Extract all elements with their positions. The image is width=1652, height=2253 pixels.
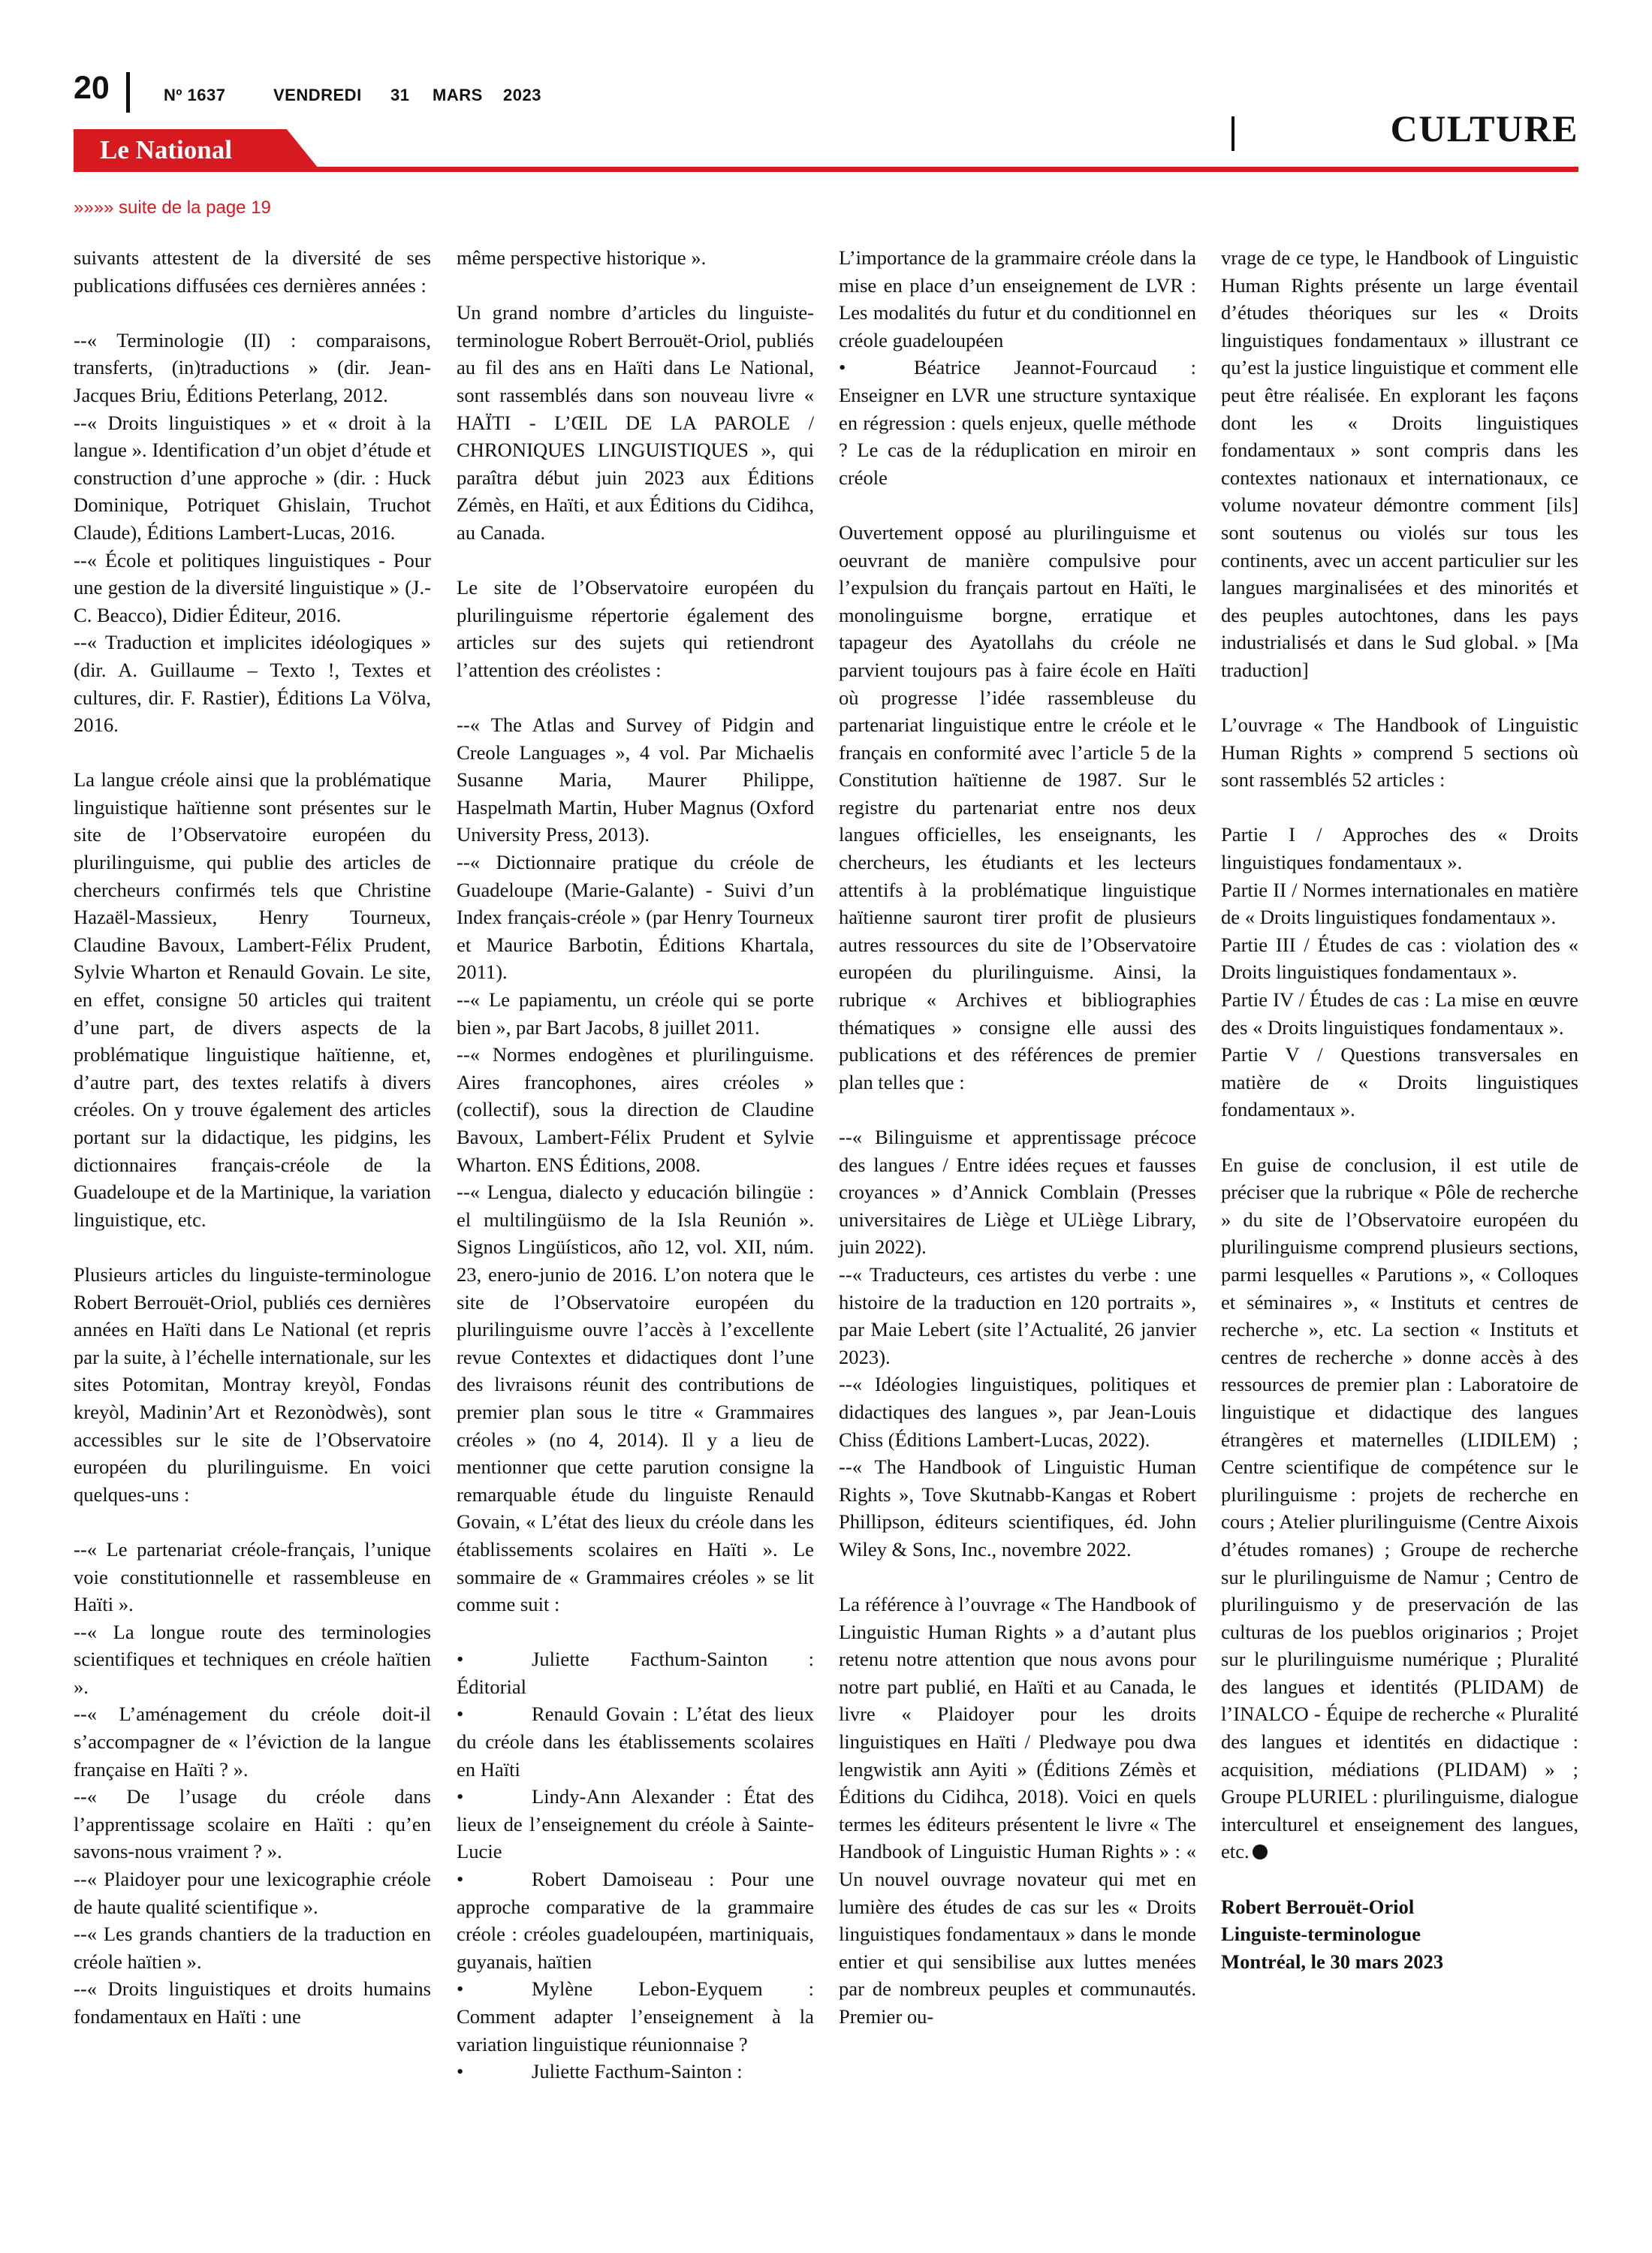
article-column-1 — [74, 244, 431, 2031]
page-number-divider — [126, 72, 130, 113]
continued-from — [74, 198, 271, 219]
list-item: --« La longue route des terminologies scientifiques et techniques en créole haïtien ». — [74, 1620, 431, 1698]
page-number: 20 — [74, 70, 110, 106]
paragraph: Ouvertement opposé au plurilinguisme et oeuvrant de manière compulsive pour l’expulsion du français partout en Haïti, le monolinguisme borgne, erratique et tapageur des Ayatollahs du créole ne parvient toujours pas à faire école en Haïti où progresse l’idée rassembleuse du partenariat linguistique entre le créole et le français en conformité avec l’article 5 de la Constitution haïtienne de 1987. Sur le registre du partenariat entre nos deux langues officielles, les enseignants, les chercheurs, les étudiants et les lecteurs attentifs à la problématique linguistique haïtienne sauront tirer profit de plusieurs autres ressources du site de l’Observatoire européen du plurilinguisme. Ainsi, la rubrique « Archives et bibliographies thématiques » consigne elle aussi des publications et des références de premier plan telles que : — [839, 520, 1196, 1093]
conclusion-paragraph — [1221, 1151, 1578, 1865]
list-item: --« Traduction et implicites idéologiques » (dir. A. Guillaume – Texto !, Textes et cultures, dir. F. Rastier), Éditions La Völva, 2016. — [74, 631, 431, 737]
list-item: Partie I / Approches des « Droits linguistiques fondamentaux ». — [1221, 823, 1578, 874]
list-item: --« The Atlas and Survey of Pidgin and Creole Languages », 4 vol. Par Michaelis Susanne Maria, Maurer Philippe, Haspelmath Martin, Huber Magnus (Oxford University Press, 2013). — [457, 713, 814, 846]
paragraph: Un grand nombre d’articles du linguiste-terminologue Robert Berrouët-Oriol, publiés au fil des ans en Haïti dans Le National, sont rassemblés dans son nouveau livre « HAÏTI - L’ŒIL DE LA PAROLE / CHRONIQUES LINGUISTIQUES », qui paraîtra début juin 2023 aux Éditions Zémès, en Haïti, et aux Éditions du Cidihca, au Canada. — [457, 301, 814, 544]
list-item: --« Plaidoyer pour une lexicographie créole de haute qualité scientifique ». — [74, 1868, 431, 1918]
bullet-item — [457, 1975, 814, 2058]
list-item: --« Droits linguistiques » et « droit à la langue ». Identification d’un objet d’étude et construction d’une approche » (dir. : Huck Dominique, Potriquet Ghislain, Truchot Claude), Éditions Lambert-Lucas, 2016. — [74, 411, 431, 544]
list-item: Partie V / Questions transversales en matière de « Droits linguistiques fondamentaux ». — [1221, 1043, 1578, 1121]
bullet-glyph: • — [457, 2060, 464, 2083]
bullet-glyph: • — [457, 1868, 464, 1891]
list-item: --« Le papiamentu, un créole qui se porte bien », par Bart Jacobs, 8 juillet 2011. — [457, 988, 814, 1039]
section-title: CULTURE — [1390, 107, 1578, 149]
issue-date-day: 31 — [390, 86, 410, 104]
list-item: --« L’aménagement du créole doit-il s’accompagner de « l’éviction de la langue française en Haïti ? ». — [74, 1703, 431, 1781]
list-item: --« Idéologies linguistiques, politiques et didactiques des langues », par Jean-Louis Chiss (Éditions Lambert-Lucas, 2022). — [839, 1373, 1196, 1451]
paragraph: La langue créole ainsi que la problématique linguistique haïtienne sont présentes sur le site de l’Observatoire européen du plurilinguisme, qui publie des articles de chercheurs confirmés tels que Christine Hazaël-Massieux, Henry Tourneux, Claudine Bavoux, Lambert-Félix Prudent, Sylvie Wharton et Renauld Govain. Le site, en effet, consigne 50 articles qui traitent d’une part, de divers aspects de la problématique linguistique haïtienne, et, d’autre part, des textes relatifs à divers créoles. On y trouve également des articles portant sur la didactique, les pidgins, les dictionnaires français-créole de la Guadeloupe et de la Martinique, la variation linguistique, etc. — [74, 768, 431, 1231]
issue-day: VENDREDI — [273, 86, 362, 104]
paragraph: suivants attestent de la diversité de ses publications diffusées ces dernières années : — [74, 246, 431, 297]
paragraph: L’ouvrage « The Handbook of Linguistic Human Rights » comprend 5 sections où sont rassemblés 52 articles : — [1221, 713, 1578, 792]
bullet-text: Béatrice Jeannot-Fourcaud : Enseigner en LVR une structure syntaxique en régression : quels enjeux, quelle méthode ? Le cas de la réduplication en miroir en créole — [839, 356, 1196, 489]
paragraph: L’importance de la grammaire créole dans la mise en place d’un enseignement de LVR : Les modalités du futur et du conditionnel en créole guadeloupéen — [839, 246, 1196, 351]
bullet-glyph: • — [839, 356, 846, 379]
list-item: Partie III / Études de cas : violation des « Droits linguistiques fondamentaux ». — [1221, 933, 1578, 984]
author-place-date: Montréal, le 30 mars 2023 — [1221, 1950, 1444, 1973]
issue-year: 2023 — [503, 86, 541, 104]
bullet-text: Mylène Lebon-Eyquem : Comment adapter l’enseignement à la variation linguistique réunionnaise ? — [457, 1977, 814, 2055]
list-item: --« Normes endogènes et plurilinguisme. Aires francophones, aires créoles » (collectif), sous la direction de Claudine Bavoux, Lambert-Félix Prudent et Sylvie Wharton. ENS Éditions, 2008. — [457, 1043, 814, 1176]
paragraph: Le site de l’Observatoire européen du plurilinguisme répertorie également des articles sur des sujets qui retiendront l’attention des créolistes : — [457, 576, 814, 681]
bullet-item — [457, 1700, 814, 1783]
bullet-text: Lindy-Ann Alexander : État des lieux de l’enseignement du créole à Sainte-Lucie — [457, 1785, 814, 1863]
article-column-4 — [1221, 244, 1578, 1975]
brand-logo: Le National — [100, 135, 232, 164]
bullet-item — [839, 354, 1196, 491]
author-title: Linguiste-terminologue — [1221, 1923, 1421, 1946]
issue-month: MARS — [433, 86, 483, 104]
bullet-text: Renauld Govain : L’état des lieux du créole dans les établissements scolaires en Haïti — [457, 1703, 814, 1781]
list-item: --« Terminologie (II) : comparaisons, transferts, (in)traductions » (dir. Jean-Jacques Briu, Éditions Peterlang, 2012. — [74, 328, 431, 406]
paragraph: Plusieurs articles du linguiste-terminologue Robert Berrouët-Oriol, publiés ces dernières années en Haïti dans Le National (et repris par la suite, à l’échelle internationale, sur les sites Potomitan, Montray kreyòl, Fondas kreyòl, Madinin’Art et Rezonòdwès), sont accessibles sur le site de l’Observatoire européen du plurilinguisme. En voici quelques-uns : — [74, 1262, 431, 1506]
list-item: --« Lengua, dialecto y educación bilingüe : el multilingüismo de la Isla Reunión ». Signos Lingüísticos, año 12, vol. XII, núm. 23, enero-junio de 2016. L’on notera que le site de l’Observatoire européen du plurilinguisme ouvre l’accès à l’excellente revue Contextes et didactiques dont l’une des livraisons réunit des contributions de premier plan sous le titre « Grammaires créoles » (no 4, 2014). Il y a lieu de mentionner que cette parution consigne la remarquable étude du linguiste Renauld Govain, « L’état des lieux du créole dans les établissements scolaires en Haïti ». Le sommaire de « Grammaires créoles » se lit comme suit : — [457, 1181, 814, 1616]
list-item: --« Bilinguisme et apprentissage précoce des langues / Entre idées reçues et fausses croyances » d’Annick Comblain (Presses universitaires de Liège et ULiège Library, juin 2022). — [839, 1126, 1196, 1259]
list-item: --« Dictionnaire pratique du créole de Guadeloupe (Marie-Galante) - Suivi d’un Index français-créole » (par Henry Tourneux et Maurice Barbotin, Éditions Khartala, 2011). — [457, 851, 814, 984]
bullet-text: Robert Damoiseau : Pour une approche comparative de la grammaire créole : créoles guadeloupéen, martiniquais, guyanais, haïtien — [457, 1868, 814, 1973]
signature — [1221, 1893, 1578, 1976]
list-item: --« Traducteurs, ces artistes du verbe : une histoire de la traduction en 120 portraits », par Maie Lebert (site l’Actualité, 26 janvier 2023). — [839, 1262, 1196, 1368]
list-item: --« École et politiques linguistiques - Pour une gestion de la diversité linguistique » (J.-C. Beacco), Didier Éditeur, 2016. — [74, 548, 431, 626]
continued-page-link[interactable]: 19 — [251, 198, 271, 218]
continued-prefix: »»»» suite de la page — [74, 198, 246, 218]
bullet-text: Juliette Facthum-Sainton : Éditorial — [457, 1648, 814, 1698]
paragraph: La référence à l’ouvrage « The Handbook of Linguistic Human Rights » a d’autant plus retenu notre attention que nous avons pour notre part publié, en Haïti et au Canada, le livre « Plaidoyer pour les droits linguistiques en Haïti / Pledwaye pou dwa lengwistik ann Ayiti » (Éditions Zémès et Éditions du Cidihca, 2018). Voici en quels termes les éditeurs présentent le livre « The Handbook of Linguistic Human Rights » : « Un nouvel ouvrage novateur qui met en lumière des études de cas sur les « Droits linguistiques fondamentaux » dans le monde entier et qui sensibilise aux luttes menées par de nombreux peuples et communautés. Premier ou- — [839, 1593, 1196, 2028]
paragraph: vrage de ce type, le Handbook of Linguistic Human Rights présente un large éventail d’études théoriques sur les « Droits linguistiques fondamentaux » illustrant ce qu’est la justice linguistique et comment elle peut être réalisée. En explorant les façons dont les « Droits linguistiques fondamentaux » sont compris dans les contextes nationaux et internationaux, ce volume novateur démontre comment [ils] sont soutenus ou violés sur tous les continents, avec un accent particulier sur les langues marginalisées et des minorités et des peuples autochtones, dans les pays industrialisés et dans le Sud global. » [Ma traduction] — [1221, 246, 1578, 681]
list-item: Partie IV / Études de cas : La mise en œuvre des « Droits linguistiques fondamentaux ». — [1221, 988, 1578, 1039]
list-item: --« The Handbook of Linguistic Human Rights », Tove Skutnabb-Kangas et Robert Phillipson, éditeurs scientifiques, éd. John Wiley & Sons, Inc., novembre 2022. — [839, 1455, 1196, 1561]
list-item: --« Le partenariat créole-français, l’unique voie constitutionnelle et rassembleuse en Haïti ». — [74, 1537, 431, 1616]
conclusion-text: En guise de conclusion, il est utile de préciser que la rubrique « Pôle de recherche » du site de l’Observatoire européen du plurilinguisme comprend plusieurs sections, parmi lesquelles « Parutions », « Colloques et séminaires », « Instituts et centres de recherche », etc. La section « Instituts et centres de recherche » donne accès à des ressources de premier plan : Laboratoire de linguistique et didactique des langues étrangères et maternelles (LIDILEM) ; Centre scientifique de compétence sur le plurilinguisme : projets de recherche en cours ; Atelier plurilinguisme (Centre Aixois d’études romanes) ; Groupe de recherche sur le plurilinguisme de Namur ; Centro de plurilinguismo y de preservación de las culturas de los pueblos originarios ; Projet sur le plurilinguisme numérique ; Pluralité des langues et identités (PLIDAM) de l’INALCO - Équipe de recherche « Pluralité des langues et identités en didactique : acquisition, médiations (PLIDAM) » ; Groupe PLURIEL : plurilinguisme, dialogue interculturel et enseignement des langues, etc. — [1221, 1153, 1578, 1863]
issue-number: Nº 1637 — [164, 86, 226, 104]
list-item: --« De l’usage du créole dans l’apprentissage scolaire en Haïti : qu’en savons-nous vraiment ? ». — [74, 1785, 431, 1863]
bullet-glyph: • — [457, 1785, 464, 1808]
bullet-item — [457, 2058, 814, 2086]
section-divider — [1231, 116, 1234, 151]
paragraph: même perspective historique ». — [457, 246, 707, 269]
end-of-article-icon — [1253, 1844, 1268, 1859]
bullet-text: Juliette Facthum-Sainton : — [532, 2060, 743, 2083]
bullet-glyph: • — [457, 1977, 464, 2001]
list-item: --« Les grands chantiers de la traduction en créole haïtien ». — [74, 1923, 431, 1973]
bullet-glyph: • — [457, 1648, 464, 1671]
article-column-3 — [839, 244, 1196, 2058]
list-item: Partie II / Normes internationales en matière de « Droits linguistiques fondamentaux ». — [1221, 878, 1578, 929]
bullet-glyph: • — [457, 1703, 464, 1726]
bullet-item — [457, 1865, 814, 1975]
author-name: Robert Berrouët-Oriol — [1221, 1895, 1415, 1918]
article-column-2 — [457, 244, 814, 2086]
list-item: --« Droits linguistiques et droits humains fondamentaux en Haïti : une — [74, 1977, 431, 2028]
bullet-item — [457, 1645, 814, 1700]
bullet-item — [457, 1783, 814, 1865]
